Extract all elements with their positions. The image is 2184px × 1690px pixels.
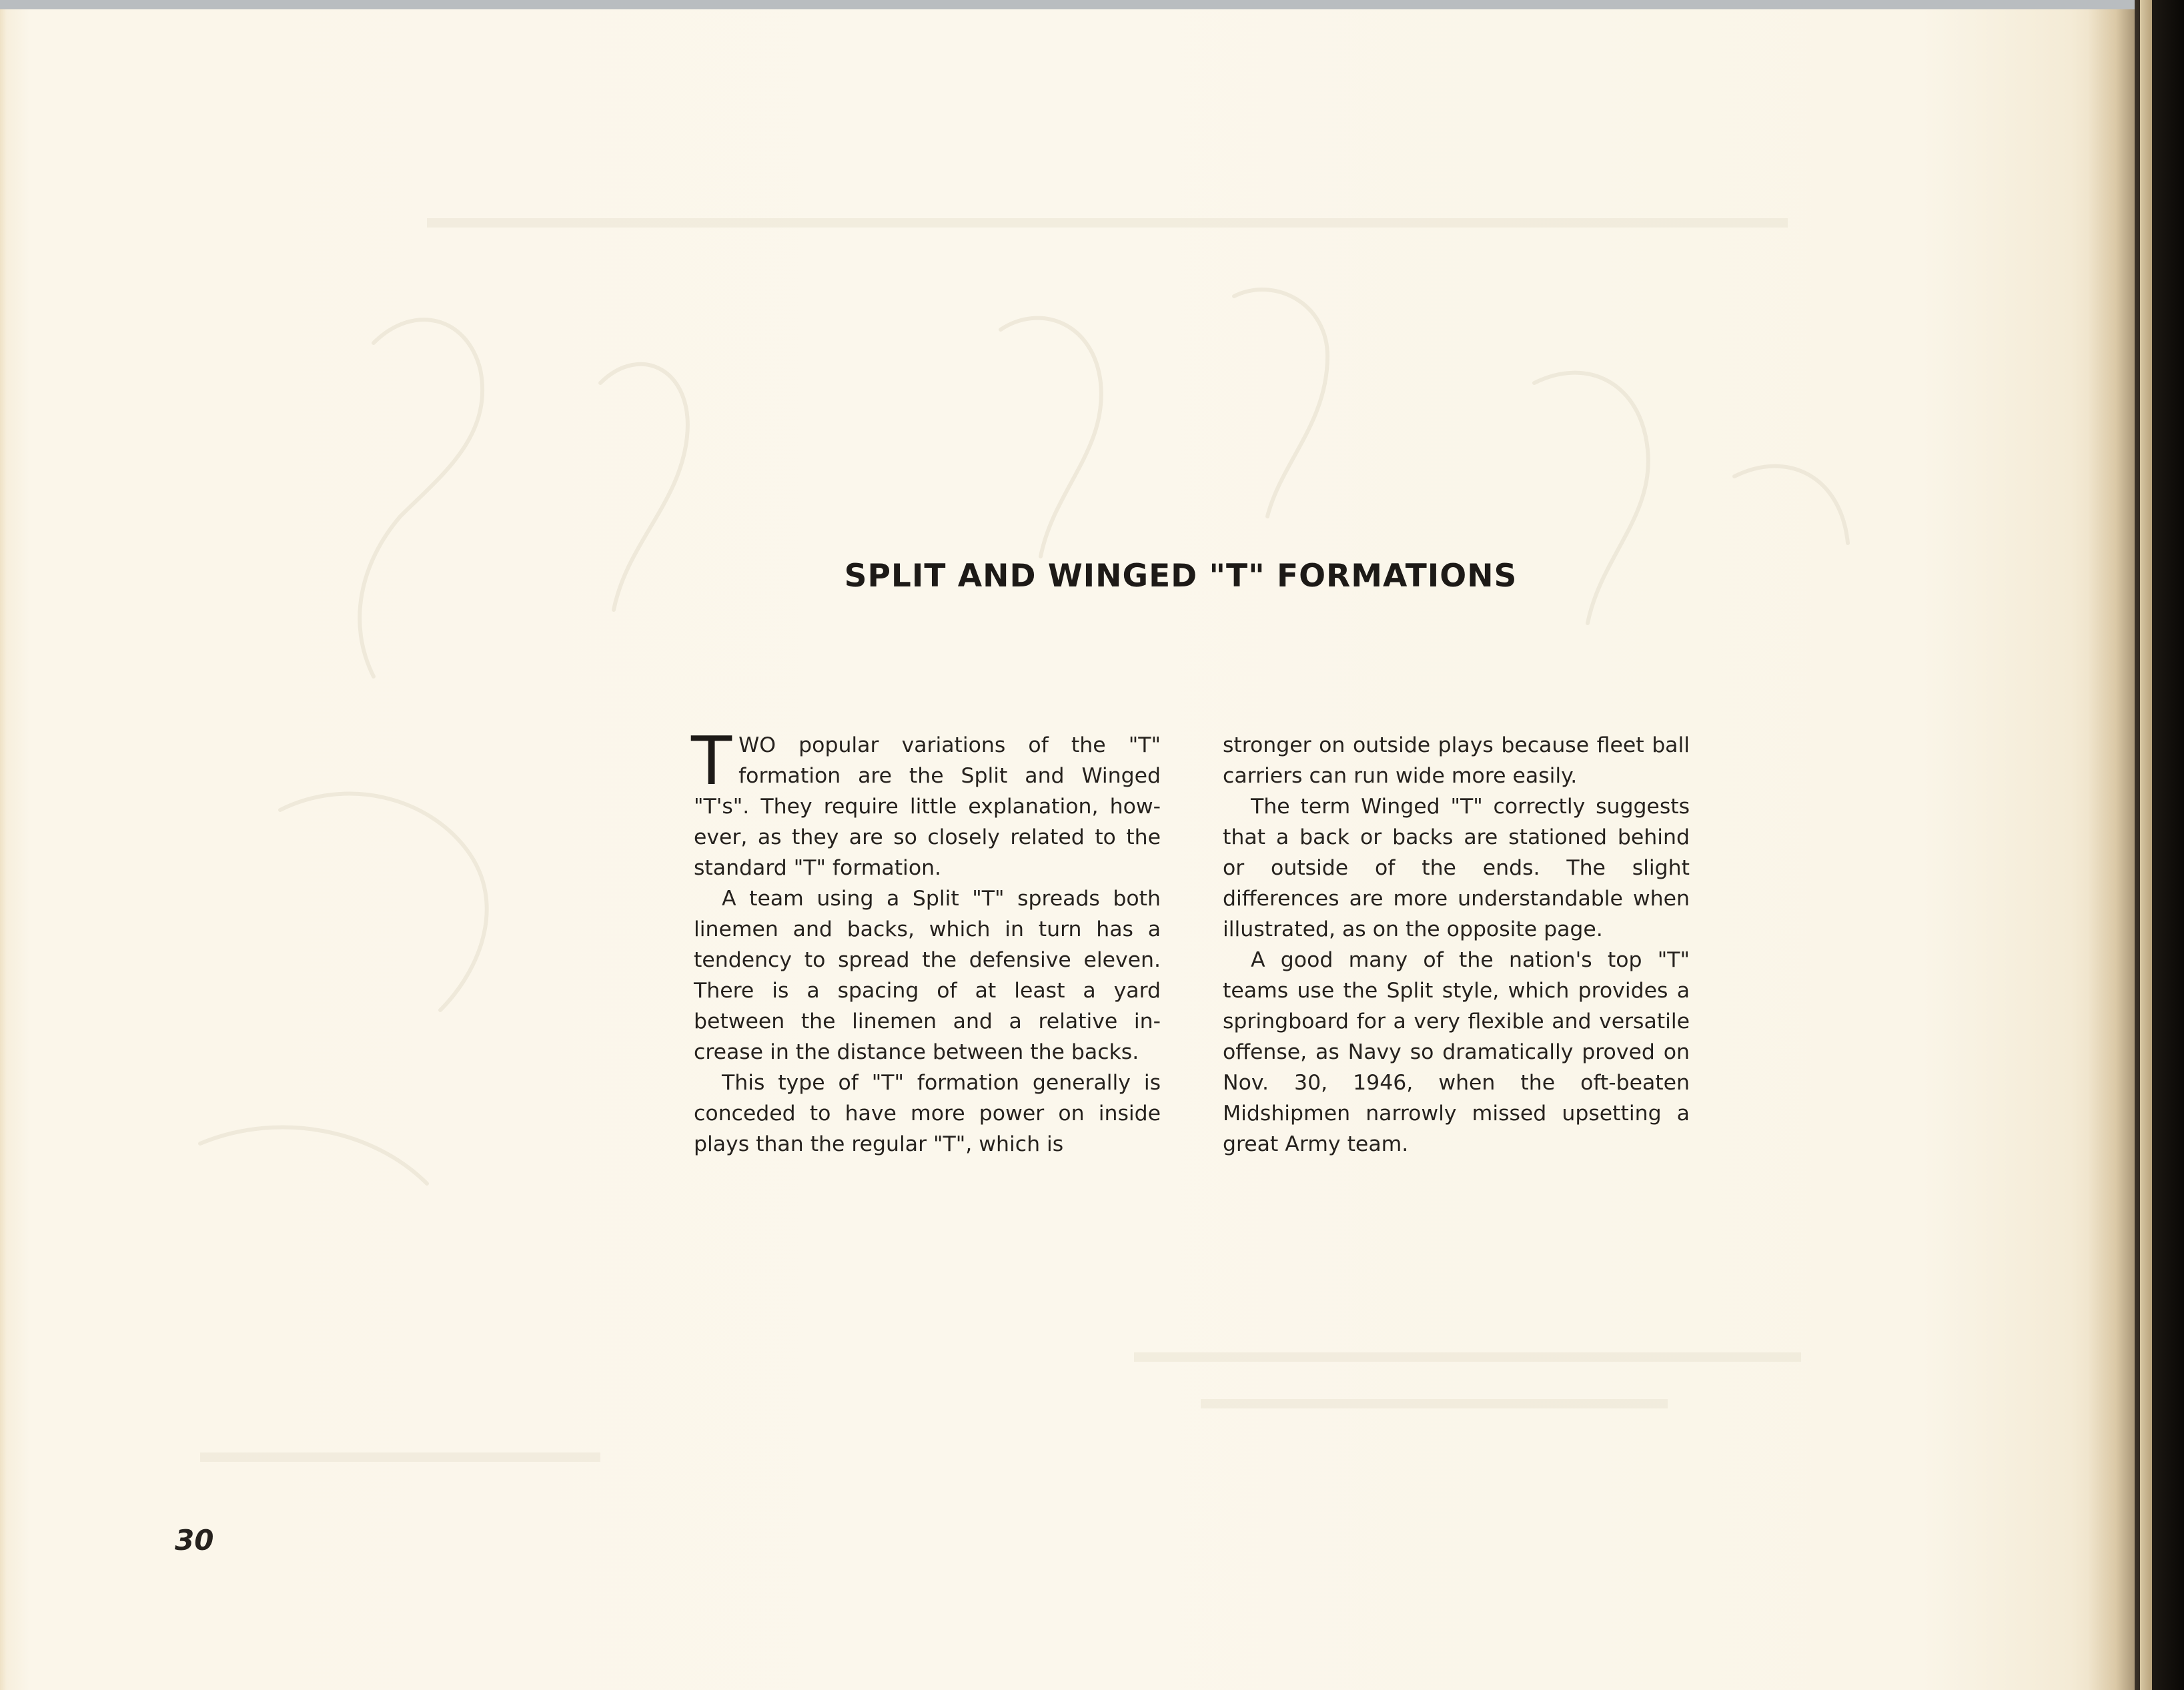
text-column-right — [1223, 730, 1690, 1160]
paragraph: stronger on outside plays because fleet ball carriers can run wide more easily. — [1223, 733, 1690, 788]
paragraph — [691, 722, 1161, 883]
left-page — [0, 9, 2135, 1690]
page-title: SPLIT AND WINGED "T" FORMATIONS — [844, 558, 1518, 594]
drop-cap: T — [691, 722, 732, 800]
paragraph: A good many of the nation's top "T" teams use the Split style, which provides a springboard for a very flexible and versatile offense, as Navy so dramatically proved on Nov. 30, 1946, when the oft-beaten Midshipmen narrowly missed upsetting a great Army team. — [1223, 948, 1690, 1156]
binding-shadow — [2088, 9, 2135, 1690]
paragraph: The term Winged "T" correctly suggests that a back or backs are stationed behind or outside of the ends. The slight differences are more understandable when illustrated, as on the opposite page. — [1223, 795, 1690, 941]
text-column-left — [691, 722, 1161, 1160]
page-edge-stripe — [2140, 0, 2152, 1690]
paragraph: A team using a Split "T" spreads both linemen and backs, which in turn has a tendency to spread the defensive eleven. There is a spacing of at least a yard between the linemen and a relative increase in the distance between the backs. — [694, 887, 1161, 1064]
paragraph-text: WO popular variations of the "T" formation are the Split and Winged "T's". They require little explanation, however, as they are so closely related to the standard "T" formation. — [694, 733, 1161, 880]
paragraph: This type of "T" formation generally is conceded to have more power on inside plays than the regular "T", which is — [694, 1071, 1161, 1156]
book-edge — [2135, 0, 2184, 1690]
page-number: 30 — [175, 1524, 214, 1557]
